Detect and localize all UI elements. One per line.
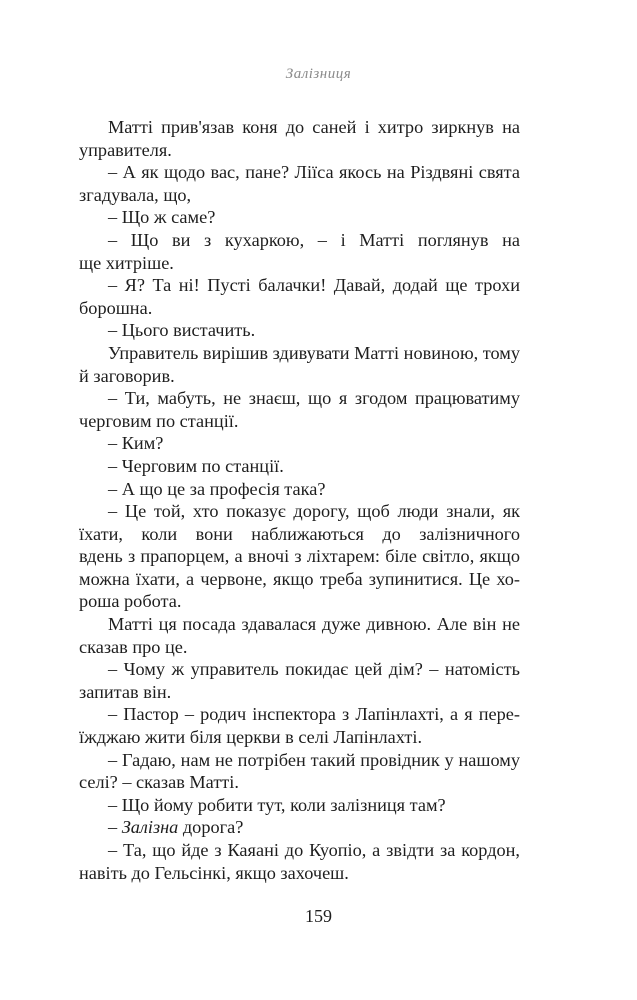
text-line: згадувала, що, bbox=[79, 184, 192, 205]
text-line: – Чому ж управитель покидає цей дім? – натомість bbox=[108, 659, 520, 680]
text-line: сказав про це. bbox=[79, 636, 188, 657]
text-line: їхати, коли вони наближаються до залізничного bbox=[79, 523, 520, 544]
text-line: – Черговим по станції. bbox=[108, 455, 284, 476]
text-line: – Що ви з кухаркою, – і Матті поглянув на bbox=[108, 229, 520, 250]
text-line: – А що це за професія така? bbox=[108, 478, 326, 499]
text-line: – Ким? bbox=[108, 433, 164, 454]
running-header: Залізниця bbox=[285, 66, 352, 82]
text-line: можна їхати, а червоне, якщо треба зупинитися. Це хо- bbox=[79, 568, 520, 589]
text-line: черговим по станції. bbox=[79, 410, 239, 431]
text-line: – Та, що йде з Каяані до Куопіо, а звідти за кордон, bbox=[108, 840, 520, 860]
text-line: управителя. bbox=[79, 139, 172, 160]
text-segment: дорога? bbox=[178, 817, 244, 838]
text-line: селі? – сказав Матті. bbox=[79, 772, 239, 793]
italic-word: Залізна bbox=[121, 817, 179, 838]
page-body-text bbox=[79, 116, 520, 884]
text-line: вдень з прапорцем, а вночі з ліхтарем: біле світло, якщо bbox=[79, 546, 520, 567]
text-line: Матті ця посада здавалася дуже дивною. Але він не bbox=[108, 614, 520, 635]
text-line: Матті прив'язав коня до саней і хитро зиркнув на bbox=[108, 117, 520, 137]
text-line: роша робота. bbox=[79, 591, 182, 612]
text-line: – Цього вистачить. bbox=[108, 320, 256, 341]
text-line: їжджаю жити біля церкви в селі Лапінлахті. bbox=[79, 727, 423, 748]
text-line: Управитель вирішив здивувати Матті новиною, тому bbox=[108, 342, 520, 363]
text-segment: – bbox=[108, 817, 122, 838]
text-line bbox=[79, 816, 520, 839]
text-line: ще хитріше. bbox=[79, 252, 174, 273]
text-line: – Ти, мабуть, не знаєш, що я згодом працюватиму bbox=[108, 388, 520, 409]
text-line: – А як щодо вас, пане? Ліїса якось на Різдвяні свята bbox=[108, 162, 520, 183]
page-number: 159 bbox=[305, 906, 332, 926]
text-line: – Це той, хто показує дорогу, щоб люди знали, як bbox=[108, 501, 520, 522]
text-line: й заговорив. bbox=[79, 365, 175, 386]
text-line: – Я? Та ні! Пусті балачки! Давай, додай ще трохи bbox=[108, 275, 520, 296]
text-line: – Гадаю, нам не потрібен такий провідник у нашому bbox=[108, 749, 520, 770]
text-line: навіть до Гельсінкі, якщо захочеш. bbox=[79, 862, 349, 883]
text-line: – Що йому робити тут, коли залізниця там? bbox=[108, 794, 446, 815]
text-line: – Пастор – родич інспектора з Лапінлахті, а я пере- bbox=[108, 704, 520, 725]
text-line: борошна. bbox=[79, 297, 153, 318]
text-line: – Що ж саме? bbox=[108, 207, 216, 228]
text-line: запитав він. bbox=[79, 681, 172, 702]
